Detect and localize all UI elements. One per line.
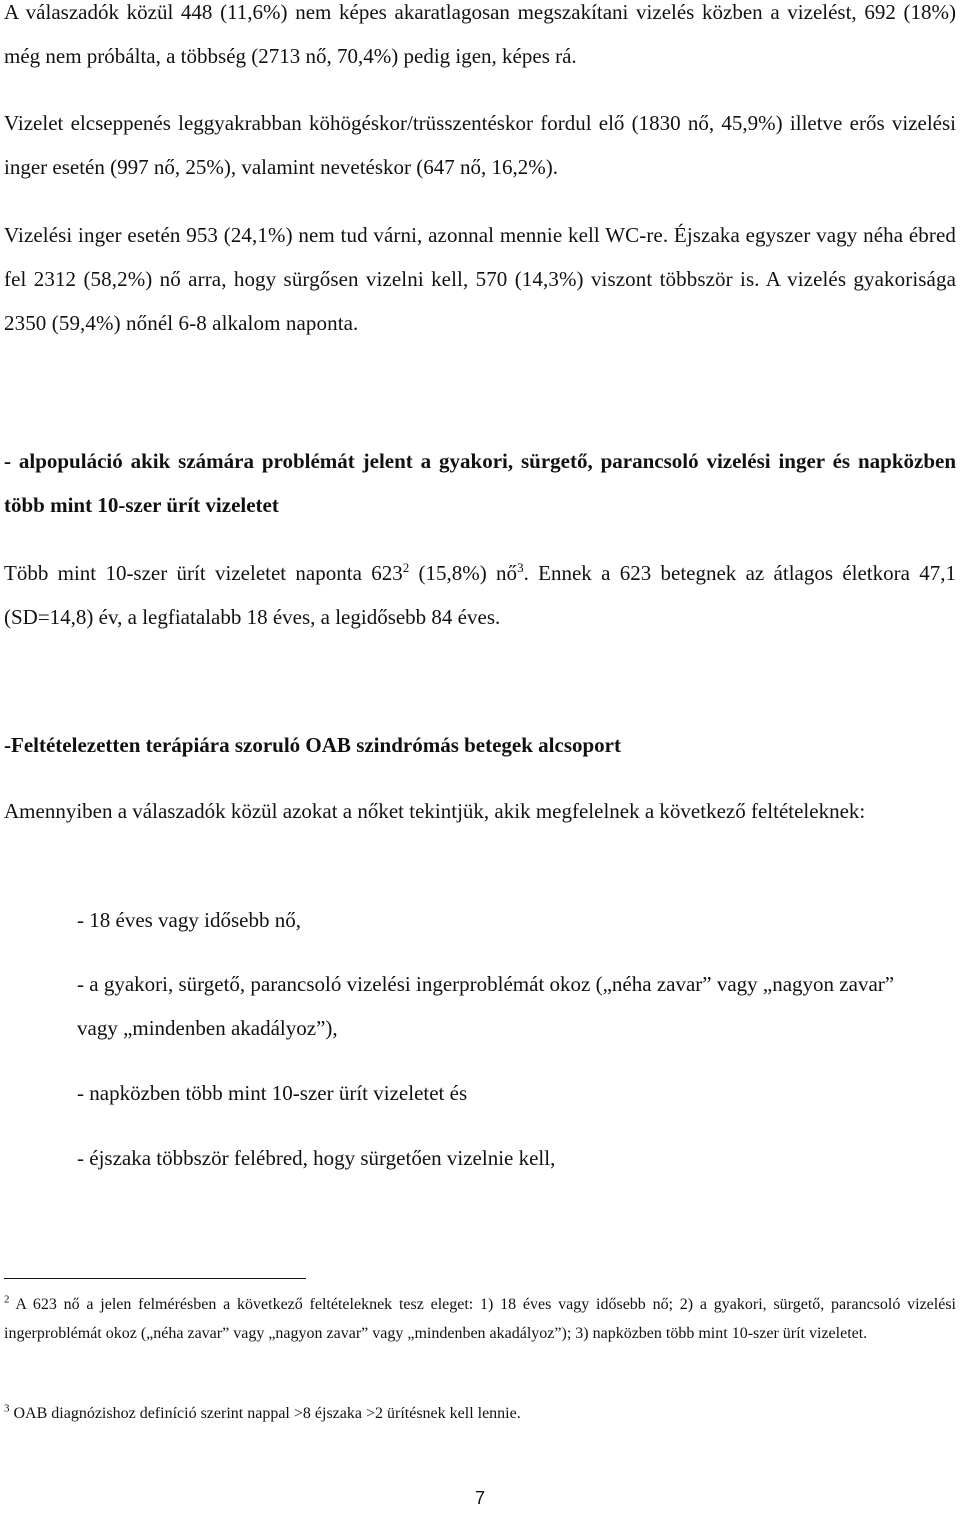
para4-part1: Több mint 10-szer ürít vizeletet naponta 623 [4, 561, 403, 585]
footnote-separator [4, 1278, 306, 1279]
list-item-urgency: - a gyakori, sürgető, parancsoló vizelési ingerproblémát okoz („néha zavar” vagy „nagyon zavar” vagy „mindenben akadályoz”), [77, 972, 895, 1040]
list-item-nighttime: - éjszaka többször felébred, hogy sürgetően vizelnie kell, [77, 1146, 556, 1170]
list-item-age: - 18 éves vagy idősebb nő, [77, 908, 301, 932]
footnote-ref-3[interactable]: 3 [517, 560, 524, 575]
footnote-2-mark: 2 [4, 1293, 10, 1306]
footnote-2-text: A 623 nő a jelen felmérésben a következő feltételeknek tesz eleget: 1) 18 éves vagy idősebb nő; 2) a gyakori, sürgető, parancsoló vizelési ingerproblémát okoz („néha zavar” vagy „nagyon zavar” vagy „mindenben akadályoz”); 3) napközben több mint 10-szer ürít vizeletet. [4, 1296, 956, 1342]
page-number: 7 [474, 1488, 485, 1508]
footnote-2 [4, 1290, 956, 1348]
paragraph-urgency: Vizelési inger esetén 953 (24,1%) nem tud várni, azonnal mennie kell WC-re. Éjszaka egyszer vagy néha ébred fel 2312 (58,2%) nő arra, hogy sürgősen vizelni kell, 570 (14,3%) viszont többször is. A vizelés gyakorisága 2350 (59,4%) nőnél 6-8 alkalom naponta. [4, 223, 956, 335]
heading-subpopulation: - alpopuláció akik számára problémát jelent a gyakori, sürgető, parancsoló vizelési inger és napközben több mint 10-szer ürít vizeletet [4, 449, 956, 517]
footnote-3-text: OAB diagnózishoz definíció szerint nappal >8 éjszaka >2 ürítésnek kell lennie. [9, 1405, 521, 1422]
list-item-daytime: - napközben több mint 10-szer ürít vizeletet és [77, 1081, 468, 1105]
paragraph-leakage: Vizelet elcseppenés leggyakrabban köhögéskor/trüsszentéskor fordul elő (1830 nő, 45,9%) illetve erős vizelési inger esetén (997 nő, 25%), valamint nevetéskor (647 nő, 16,2%). [4, 111, 956, 179]
para4-part2: (15,8%) nő [409, 561, 518, 585]
para4-part3: . Ennek a 623 betegnek az átlagos életkora 47,1 (SD=14,8) év, a legfiatalabb 18 éves, a legidősebb 84 éves. [4, 561, 957, 629]
footnote-ref-2[interactable]: 2 [402, 560, 410, 575]
paragraph-subpopulation [4, 551, 956, 639]
paragraph-criteria-intro: Amennyiben a válaszadók közül azokat a nőket tekintjük, akik megfelelnek a következő feltételeknek: [4, 799, 866, 823]
footnote-3 [4, 1399, 956, 1428]
heading-oab-subgroup: -Feltételezetten terápiára szoruló OAB szindrómás betegek alcsoport [4, 733, 621, 757]
footnote-3-mark: 3 [4, 1402, 10, 1415]
paragraph-interruption: A válaszadók közül 448 (11,6%) nem képes akaratlagosan megszakítani vizelés közben a vizelést, 692 (18%) még nem próbálta, a többség (2713 nő, 70,4%) pedig igen, képes rá. [4, 0, 956, 68]
